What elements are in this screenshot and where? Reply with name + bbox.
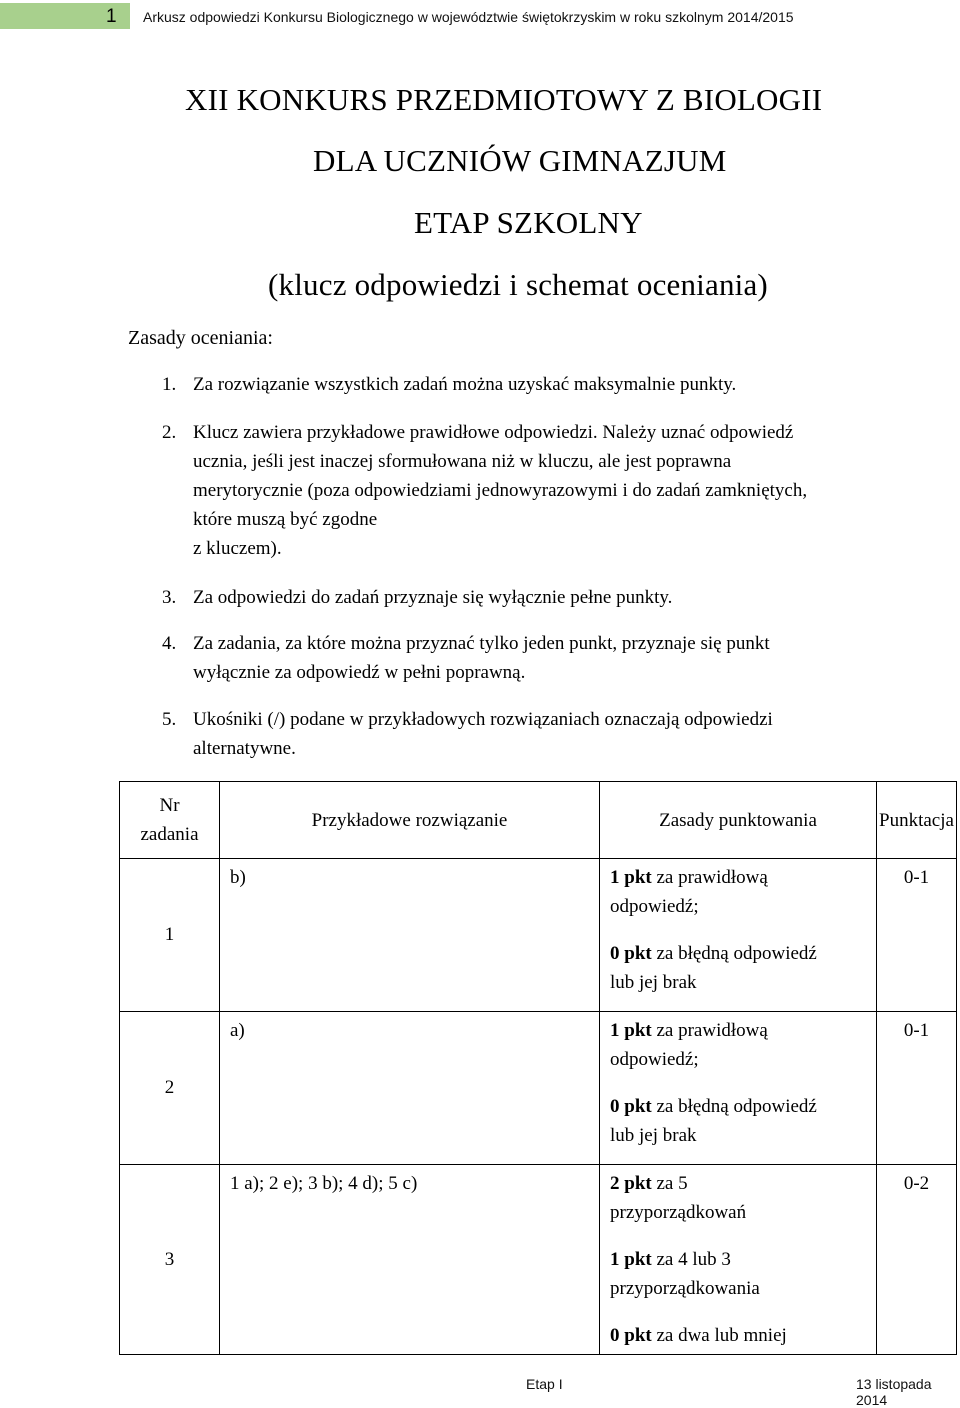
footer-stage: Etap I bbox=[526, 1376, 563, 1392]
scoring-points: 1 pkt bbox=[610, 1249, 652, 1270]
scoring-points: 2 pkt bbox=[610, 1173, 652, 1194]
page-number: 1 bbox=[106, 6, 117, 27]
table-row bbox=[120, 859, 957, 1012]
rule-number: 4. bbox=[162, 633, 177, 654]
cell-points: 0-2 bbox=[877, 1165, 957, 1355]
table-row bbox=[120, 1012, 957, 1165]
header-points: Punktacja bbox=[877, 782, 957, 859]
scoring-text: za 5 bbox=[656, 1173, 688, 1194]
scoring-points: 1 pkt bbox=[610, 1020, 652, 1041]
scoring-rule bbox=[610, 1321, 866, 1350]
cell-solution: a) bbox=[220, 1012, 600, 1165]
scoring-rule bbox=[610, 1092, 866, 1150]
rule-line: ucznia, jeśli jest inaczej sformułowana niż w kluczu, ale jest poprawna bbox=[193, 451, 732, 472]
footer-date: 13 listopada 2014 bbox=[856, 1376, 932, 1408]
cell-scoring bbox=[600, 1012, 877, 1165]
cell-solution: b) bbox=[220, 859, 600, 1012]
header-nr-line: zadania bbox=[140, 824, 199, 845]
scoring-rule bbox=[610, 1016, 866, 1074]
rule-item bbox=[162, 629, 947, 687]
rule-line: z kluczem). bbox=[193, 538, 282, 559]
table-header-row bbox=[120, 782, 957, 859]
running-title: Arkusz odpowiedzi Konkursu Biologicznego w województwie świętokrzyskim w roku szkolnym 2014/2015 bbox=[143, 9, 794, 25]
rule-number: 3. bbox=[162, 587, 177, 608]
cell-scoring bbox=[600, 1165, 877, 1355]
title-line-1: XII KONKURS PRZEDMIOTOWY Z BIOLOGII bbox=[185, 82, 823, 117]
rule-number: 1. bbox=[162, 374, 177, 395]
rules-heading: Zasady oceniania: bbox=[128, 327, 273, 349]
rule-line: Za zadania, za które można przyznać tylko jeden punkt, przyznaje się punkt bbox=[193, 633, 770, 654]
rule-line: alternatywne. bbox=[193, 738, 296, 759]
scoring-text: przyporządkowania bbox=[610, 1278, 760, 1299]
scoring-text: lub jej brak bbox=[610, 1125, 697, 1146]
scoring-text: za błędną odpowiedź bbox=[656, 943, 817, 964]
rule-line: wyłącznie za odpowiedź w pełni poprawną. bbox=[193, 662, 526, 683]
scoring-points: 0 pkt bbox=[610, 1096, 652, 1117]
rule-item bbox=[162, 418, 947, 563]
rule-line: Klucz zawiera przykładowe prawidłowe odpowiedzi. Należy uznać odpowiedź bbox=[193, 422, 794, 443]
rule-number: 5. bbox=[162, 709, 177, 730]
scoring-rule bbox=[610, 1245, 866, 1303]
title-line-4: (klucz odpowiedzi i schemat oceniania) bbox=[268, 267, 768, 302]
rule-item bbox=[162, 370, 947, 399]
scoring-rule bbox=[610, 939, 866, 997]
scoring-points: 1 pkt bbox=[610, 867, 652, 888]
header-scoring: Zasady punktowania bbox=[600, 782, 877, 859]
scoring-text: odpowiedź; bbox=[610, 1049, 699, 1070]
rule-line: Za rozwiązanie wszystkich zadań można uzyskać maksymalnie punkty. bbox=[193, 374, 737, 395]
answer-key-table bbox=[119, 781, 957, 1355]
scoring-text: za prawidłową bbox=[656, 1020, 768, 1041]
header-solution: Przykładowe rozwiązanie bbox=[220, 782, 600, 859]
rule-line: które muszą być zgodne bbox=[193, 509, 378, 530]
cell-nr: 3 bbox=[120, 1165, 220, 1355]
table-row bbox=[120, 1165, 957, 1355]
scoring-text: za dwa lub mniej bbox=[656, 1325, 787, 1346]
scoring-rule bbox=[610, 863, 866, 921]
scoring-text: za 4 lub 3 bbox=[656, 1249, 731, 1270]
scoring-text: odpowiedź; bbox=[610, 896, 699, 917]
scoring-text: za błędną odpowiedź bbox=[656, 1096, 817, 1117]
scoring-rule bbox=[610, 1169, 866, 1227]
header-nr-line: Nr bbox=[159, 795, 180, 816]
rule-line: Za odpowiedzi do zadań przyznaje się wyłącznie pełne punkty. bbox=[193, 587, 673, 608]
scoring-text: przyporządkowań bbox=[610, 1202, 747, 1223]
title-line-3: ETAP SZKOLNY bbox=[414, 205, 643, 240]
header-nr bbox=[120, 782, 220, 859]
cell-points: 0-1 bbox=[877, 1012, 957, 1165]
rule-number: 2. bbox=[162, 422, 177, 443]
cell-scoring bbox=[600, 859, 877, 1012]
cell-nr: 2 bbox=[120, 1012, 220, 1165]
cell-nr: 1 bbox=[120, 859, 220, 1012]
title-line-2: DLA UCZNIÓW GIMNAZJUM bbox=[313, 143, 727, 178]
rule-line: Ukośniki (/) podane w przykładowych rozwiązaniach oznaczają odpowiedzi bbox=[193, 709, 773, 730]
rule-item bbox=[162, 705, 947, 763]
scoring-points: 0 pkt bbox=[610, 943, 652, 964]
scoring-text: lub jej brak bbox=[610, 972, 697, 993]
cell-points: 0-1 bbox=[877, 859, 957, 1012]
rule-line: merytorycznie (poza odpowiedziami jednowyrazowymi i do zadań zamkniętych, bbox=[193, 480, 808, 501]
rule-item bbox=[162, 583, 947, 612]
cell-solution: 1 a); 2 e); 3 b); 4 d); 5 c) bbox=[220, 1165, 600, 1355]
scoring-points: 0 pkt bbox=[610, 1325, 652, 1346]
scoring-text: za prawidłową bbox=[656, 867, 768, 888]
